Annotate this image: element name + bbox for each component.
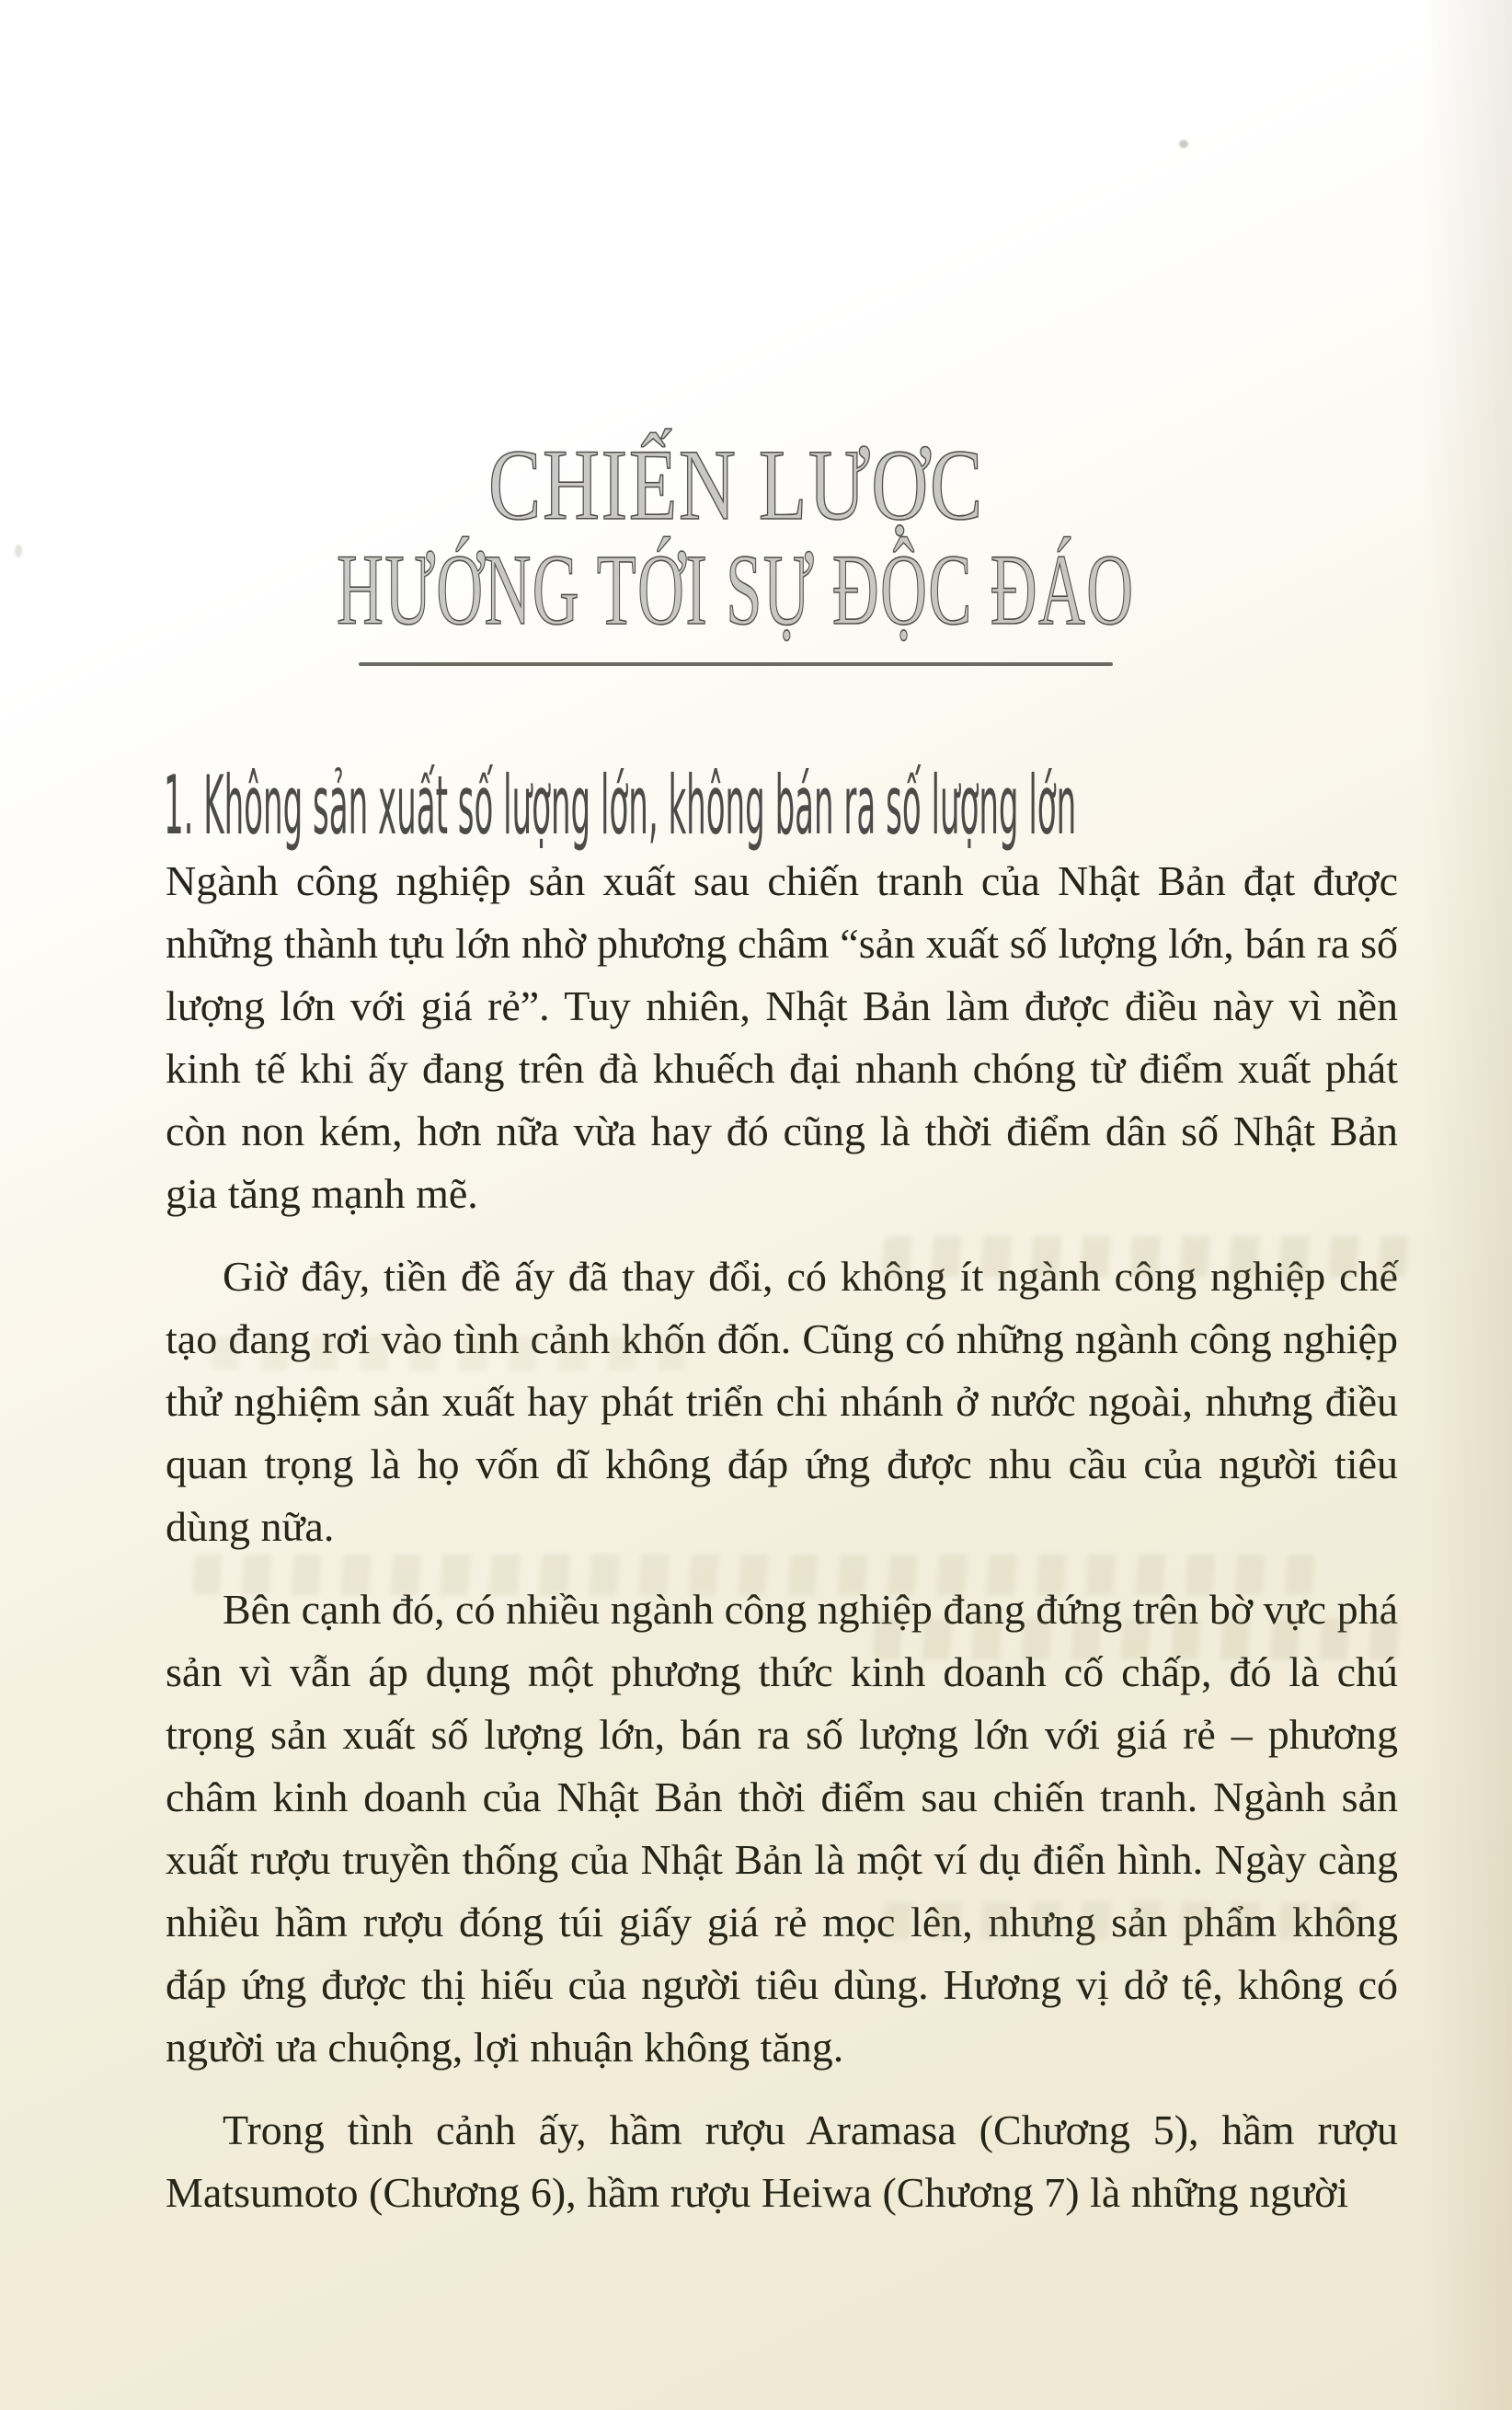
body-paragraph: Ngành công nghiệp sản xuất sau chiến tranh của Nhật Bản đạt được những thành tựu lớn nhờ phương châm “sản xuất số lượng lớn, bán ra số lượng lớn với giá rẻ”. Tuy nhiên, Nhật Bản làm được điều này vì nền kinh tế khi ấy đang trên đà khuếch đại nhanh chóng từ điểm xuất phát còn non kém, hơn nữa vừa hay đó cũng là thời điểm dân số Nhật Bản gia tăng mạnh mẽ. <box>166 857 1398 1217</box>
bleed-through-mark <box>191 1555 1334 1595</box>
chapter-title-line1-text: CHIẾN LƯỢC <box>487 429 984 541</box>
chapter-title-line2 <box>0 534 1472 646</box>
bleed-through-mark <box>882 1902 1381 1939</box>
paper-speck <box>1179 140 1188 148</box>
bleed-through-mark <box>211 1336 710 1371</box>
chapter-title <box>0 429 1472 666</box>
body-text-column <box>166 850 1398 2244</box>
body-paragraph: Trong tình cảnh ấy, hầm rượu Aramasa (Chương 5), hầm rượu Matsumoto (Chương 6), hầm rượu Heiwa (Chương 7) là những người <box>166 2106 1398 2216</box>
title-underline <box>359 662 1113 666</box>
bleed-through-mark <box>881 1236 1426 1277</box>
body-paragraph: Bên cạnh đó, có nhiều ngành công nghiệp đang đứng trên bờ vực phá sản vì vẫn áp dụng một phương thức kinh doanh cố chấp, đó là chú trọng sản xuất số lượng lớn, bán ra số lượng lớn với giá rẻ – phương châm kinh doanh của Nhật Bản thời điểm sau chiến tranh. Ngành sản xuất rượu truyền thống của Nhật Bản là một ví dụ điển hình. Ngày càng nhiều hầm rượu đóng túi giấy giá rẻ mọc lên, nhưng sản phẩm không đáp ứng được thị hiếu của người tiêu dùng. Hương vị dở tệ, không có người ưa chuộng, lợi nhuận không tăng. <box>166 1586 1398 2071</box>
body-paragraph: Giờ đây, tiền đề ấy đã thay đổi, có không ít ngành công nghiệp chế tạo đang rơi vào tình cảnh khốn đốn. Cũng có những ngành công nghiệp thử nghiệm sản xuất hay phát triển chi nhánh ở nước ngoài, nhưng điều quan trọng là họ vốn dĩ không đáp ứng được nhu cầu của người tiêu dùng nữa. <box>166 1253 1398 1550</box>
bleed-through-mark <box>872 1619 1417 1659</box>
chapter-title-line1 <box>0 429 1472 541</box>
section-heading: 1. Không sản xuất số lượng lớn, không bán ra số lượng lớn <box>164 758 1077 853</box>
chapter-title-line2-text: HƯỚNG TỚI SỰ ĐỘC ĐÁO <box>337 534 1135 646</box>
